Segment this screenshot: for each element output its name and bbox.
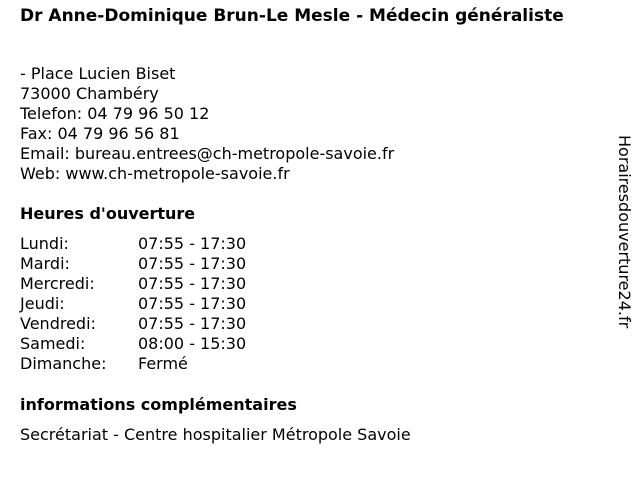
time-value: 07:55 - 17:30 [138,274,247,293]
day-label: Mercredi: [20,274,95,293]
city-line: 73000 Chambéry [20,84,159,103]
web-line: Web: www.ch-metropole-savoie.fr [20,164,290,183]
hours-row-wednesday [20,274,268,294]
opening-hours-heading: Heures d'ouverture [20,204,196,223]
day-label: Lundi: [20,234,69,253]
time-value: 07:55 - 17:30 [138,314,247,333]
phone-line: Telefon: 04 79 96 50 12 [20,104,210,123]
time-value: 07:55 - 17:30 [138,294,247,313]
hours-row-monday [20,234,268,254]
hours-row-tuesday [20,254,268,274]
day-label: Vendredi: [20,314,96,333]
day-label: Mardi: [20,254,70,273]
hours-row-thursday [20,294,268,314]
additional-info-text: Secrétariat - Centre hospitalier Métropole Savoie [20,425,411,444]
hours-row-sunday [20,354,268,374]
email-line: Email: bureau.entrees@ch-metropole-savoie.fr [20,144,395,163]
additional-info-heading: informations complémentaires [20,395,297,414]
time-value: Fermé [138,354,188,373]
contact-block [20,64,394,184]
fax-line: Fax: 04 79 96 56 81 [20,124,180,143]
hours-row-friday [20,314,268,334]
hours-row-saturday [20,334,268,354]
watermark [614,135,634,345]
time-value: 08:00 - 15:30 [138,334,247,353]
time-value: 07:55 - 17:30 [138,254,247,273]
day-label: Dimanche: [20,354,107,373]
watermark-text: Horairesdouverture24.fr [615,135,634,329]
time-value: 07:55 - 17:30 [138,234,247,253]
day-label: Samedi: [20,334,86,353]
opening-hours-table [20,234,268,374]
day-label: Jeudi: [20,294,65,313]
address-line: - Place Lucien Biset [20,64,176,83]
page-title: Dr Anne-Dominique Brun-Le Mesle - Médecin généraliste [20,6,564,26]
